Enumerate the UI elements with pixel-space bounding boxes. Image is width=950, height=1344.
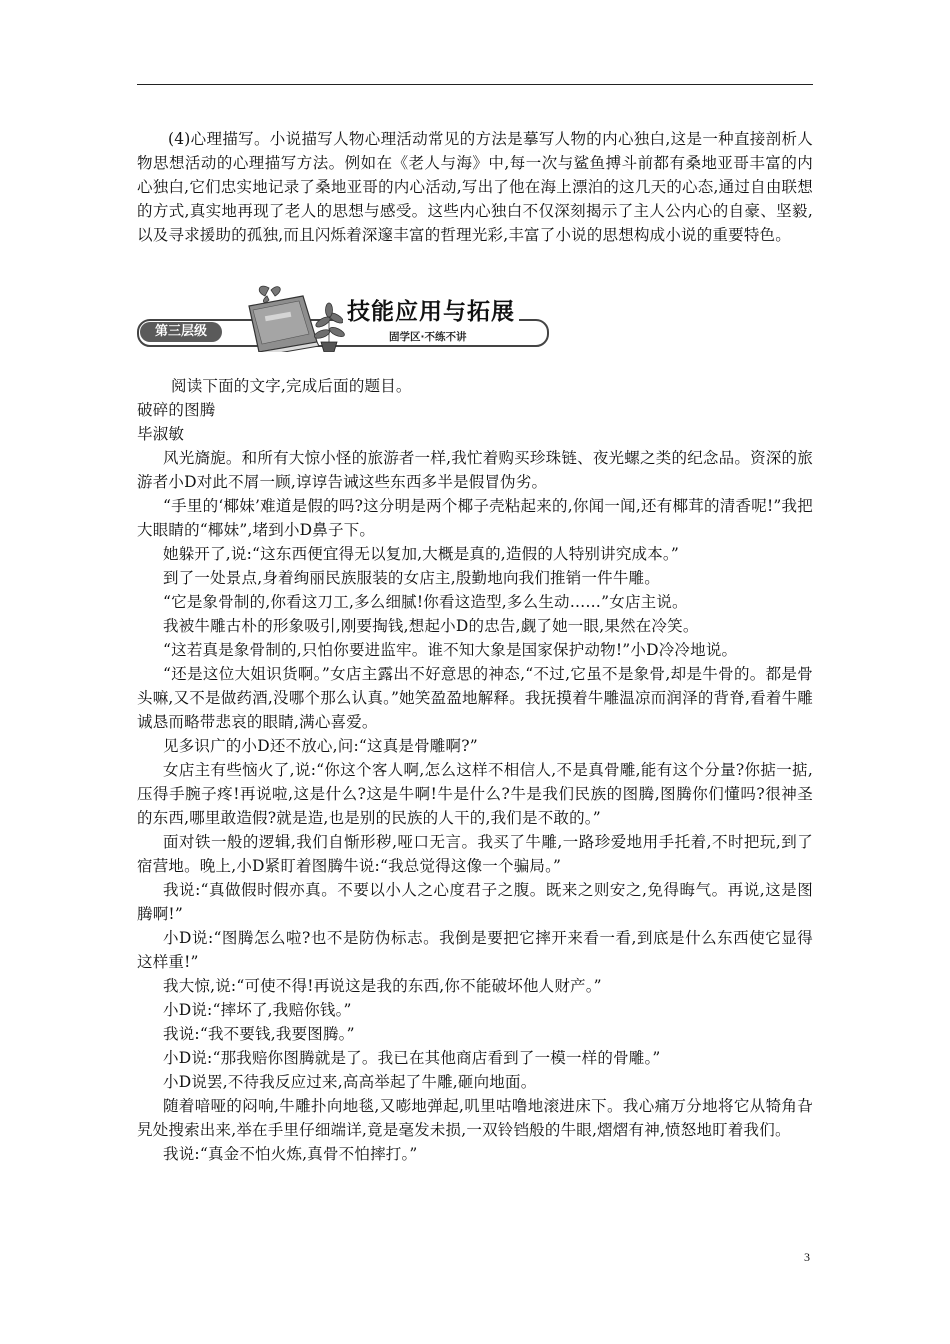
story-paragraph: “手里的‘椰妹’难道是假的吗?这分明是两个椰子壳粘起来的,你闻一闻,还有椰茸的清香呢!”我把大眼睛的“椰妹”,堵到小D鼻子下。 bbox=[137, 497, 813, 539]
story-paragraph: “这若真是象骨制的,只怕你要进监牢。谁不知大象是国家保护动物!”小D冷冷地说。 bbox=[163, 641, 738, 659]
book-plant-illustration-icon bbox=[229, 282, 353, 352]
story-paragraph: 小D说罢,不待我反应过来,高高举起了牛雕,砸向地面。 bbox=[163, 1073, 537, 1091]
story-paragraph: 我被牛雕古朴的形象吸引,刚要掏钱,想起小D的忠告,觑了她一眼,果然在冷笑。 bbox=[163, 617, 699, 635]
story-paragraph: 女店主有些恼火了,说:“你这个客人啊,怎么这样不相信人,不是真骨雕,能有这个分量?你掂一掂,压得手腕子疼!再说啦,这是什么?这是牛啊!牛是什么?牛是我们民族的图腾,图腾你们懂吗?很神圣的东西,哪里敢造假?就是造,也是别的民族的人干的,我们是不敢的。” bbox=[137, 761, 813, 827]
reading-passage bbox=[137, 374, 813, 1166]
story-paragraph: 我说:“真做假时假亦真。不要以小人之心度君子之腹。既来之则安之,免得晦气。再说,这是图腾啊!” bbox=[137, 881, 813, 923]
story-paragraph: 我说:“真金不怕火炼,真骨不怕摔打。” bbox=[163, 1145, 418, 1163]
story-paragraph: 风光旖旎。和所有大惊小怪的旅游者一样,我忙着购买珍珠链、夜光螺之类的纪念品。资深的旅游者小D对此不屑一顾,谆谆告诫这些东西多半是假冒伪劣。 bbox=[137, 449, 813, 491]
story-paragraph: 随着喑哑的闷响,牛雕扑向地毯,又嘭地弹起,叽里咕噜地滚进床下。我心痛万分地将它从犄角旮旯处搜索出来,举在手里仔细端详,竟是毫发未损,一双铃铛般的牛眼,熠熠有神,愤怒地盯着我们。 bbox=[137, 1097, 813, 1139]
story-title: 破碎的图腾 bbox=[137, 401, 216, 419]
reading-instruction: 阅读下面的文字,完成后面的题目。 bbox=[171, 377, 412, 395]
story-paragraph: 小D说:“摔坏了,我赔你钱。” bbox=[163, 1001, 352, 1019]
level-label: 第三层级 bbox=[140, 322, 222, 342]
story-paragraph: 我说:“我不要钱,我要图腾。” bbox=[163, 1025, 355, 1043]
section-title: 技能应用与拓展 bbox=[343, 298, 519, 326]
intro-paragraph: (4)心理描写。小说描写人物心理活动常见的方法是摹写人物的内心独白,这是一种直接剖析人物思想活动的心理描写方法。例如在《老人与海》中,每一次与鲨鱼搏斗前都有桑地亚哥丰富的内心独白,它们忠实地记录了桑地亚哥的内心活动,写出了他在海上漂泊的这几天的心态,通过自由联想的方式,真实地再现了老人的思想与感受。这些内心独白不仅深刻揭示了主人公内心的自豪、坚毅,以及寻求援助的孤独,而且闪烁着深邃丰富的哲理光彩,丰富了小说的思想构成小说的重要特色。 bbox=[137, 130, 813, 244]
story-paragraph: 她躲开了,说:“这东西便宜得无以复加,大概是真的,造假的人特别讲究成本。” bbox=[163, 545, 680, 563]
story-author: 毕淑敏 bbox=[137, 425, 185, 443]
story-paragraph: 到了一处景点,身着绚丽民族服装的女店主,殷勤地向我们推销一件牛雕。 bbox=[163, 569, 660, 587]
story-paragraph: 我大惊,说:“可使不得!再说这是我的东西,你不能破坏他人财产。” bbox=[163, 977, 602, 995]
section-banner bbox=[137, 276, 557, 358]
section-subtitle: 固学区·不练不讲 bbox=[389, 331, 467, 343]
header-rule bbox=[137, 84, 813, 85]
page-number: 3 bbox=[804, 1250, 810, 1264]
story-paragraph: 小D说:“图腾怎么啦?也不是防伪标志。我倒是要把它摔开来看一看,到底是什么东西使它显得这样重!” bbox=[137, 929, 813, 971]
story-paragraph: “它是象骨制的,你看这刀工,多么细腻!你看这造型,多么生动……”女店主说。 bbox=[163, 593, 688, 611]
story-paragraph: “还是这位大姐识货啊。”女店主露出不好意思的神态,“不过,它虽不是象骨,却是牛骨的。都是骨头嘛,又不是做药酒,没哪个那么认真。”她笑盈盈地解释。我抚摸着牛雕温凉而润泽的背脊,看着牛雕诚恳而略带悲哀的眼睛,满心喜爱。 bbox=[137, 665, 813, 731]
story-paragraph: 见多识广的小D还不放心,问:“这真是骨雕啊?” bbox=[163, 737, 478, 755]
story-paragraph: 小D说:“那我赔你图腾就是了。我已在其他商店看到了一模一样的骨雕。” bbox=[163, 1049, 661, 1067]
story-paragraph: 面对铁一般的逻辑,我们自惭形秽,哑口无言。我买了牛雕,一路珍爱地用手托着,不时把玩,到了宿营地。晚上,小D紧盯着图腾牛说:“我总觉得这像一个骗局。” bbox=[137, 833, 813, 875]
